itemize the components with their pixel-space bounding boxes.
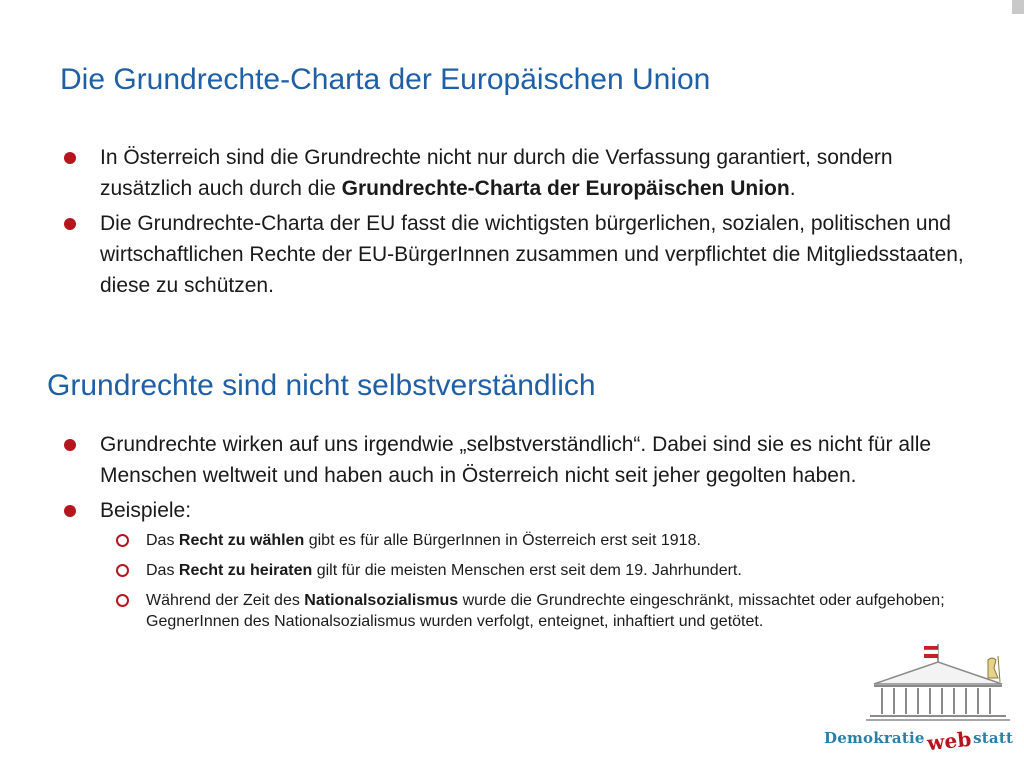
section-title: Grundrechte sind nicht selbstverständlich	[47, 369, 596, 402]
bullet-dot-icon	[64, 439, 76, 451]
example-item	[100, 590, 980, 632]
example-text: gilt für die meisten Menschen erst seit dem 19. Jahrhundert.	[312, 562, 742, 579]
logo-text-web: web	[925, 726, 973, 756]
bullet-text-bold: Grundrechte-Charta der Europäischen Union	[341, 177, 790, 200]
example-text-bold: Recht zu heiraten	[178, 562, 313, 579]
example-list	[100, 530, 980, 632]
ring-bullet-icon	[116, 564, 129, 577]
parliament-building-icon	[860, 640, 1010, 732]
page-title: Die Grundrechte-Charta der Europäischen Union	[60, 63, 711, 96]
bullet-text: Die Grundrechte-Charta der EU fasst die wichtigsten bürgerlichen, sozialen, politischen und wirtschaftlichen Rechte der EU-BürgerInnen zusammen und verpflichtet die Mitgliedsstaaten, diese zu schützen.	[100, 212, 964, 297]
bullet-list-selbstverstaendlich	[60, 429, 980, 641]
example-text-bold: Nationalsozialismus	[304, 592, 459, 609]
example-text: wurde die Grundrechte eingeschränkt, missachtet oder aufgehoben; GegnerInnen des Nationalsozialismus wurden verfolgt, enteignet, inhaftiert und getötet.	[146, 592, 945, 630]
bullet-text-start: In Österreich sind die Grundrechte nicht nur durch die Verfassung garantiert, sondern zusätzlich auch durch die	[100, 146, 893, 200]
demokratiewebstatt-logo	[820, 640, 1016, 760]
example-text: Während der Zeit des	[146, 592, 305, 609]
bullet-dot-icon	[64, 152, 76, 164]
bullet-text: Grundrechte wirken auf uns irgendwie „selbstverständlich“. Dabei sind sie es nicht für alle Menschen weltweit und haben auch in Österreich nicht seit jeher gegolten haben.	[100, 433, 932, 487]
logo-text-left: Demokratie	[824, 729, 925, 747]
bullet-dot-icon	[64, 218, 76, 230]
logo-wordmark	[824, 724, 1014, 756]
example-text: gibt es für alle BürgerInnen in Österreich erst seit 1918.	[304, 532, 701, 549]
corner-mark	[1012, 0, 1024, 14]
bullet-dot-icon	[64, 505, 76, 517]
bullet-item-examples	[60, 495, 980, 632]
logo-text-right: statt	[973, 729, 1014, 747]
example-text: Das	[146, 562, 179, 579]
ring-bullet-icon	[116, 534, 129, 547]
example-item	[100, 560, 980, 581]
example-text-bold: Recht zu wählen	[178, 532, 305, 549]
bullet-item	[60, 429, 980, 491]
bullet-list-charta	[60, 142, 980, 305]
bullet-text: Beispiele:	[100, 499, 192, 522]
ring-bullet-icon	[116, 594, 129, 607]
example-text: Das	[146, 532, 179, 549]
example-item	[100, 530, 980, 551]
bullet-item	[60, 142, 980, 204]
bullet-item	[60, 208, 980, 301]
bullet-text-end: .	[789, 177, 796, 200]
